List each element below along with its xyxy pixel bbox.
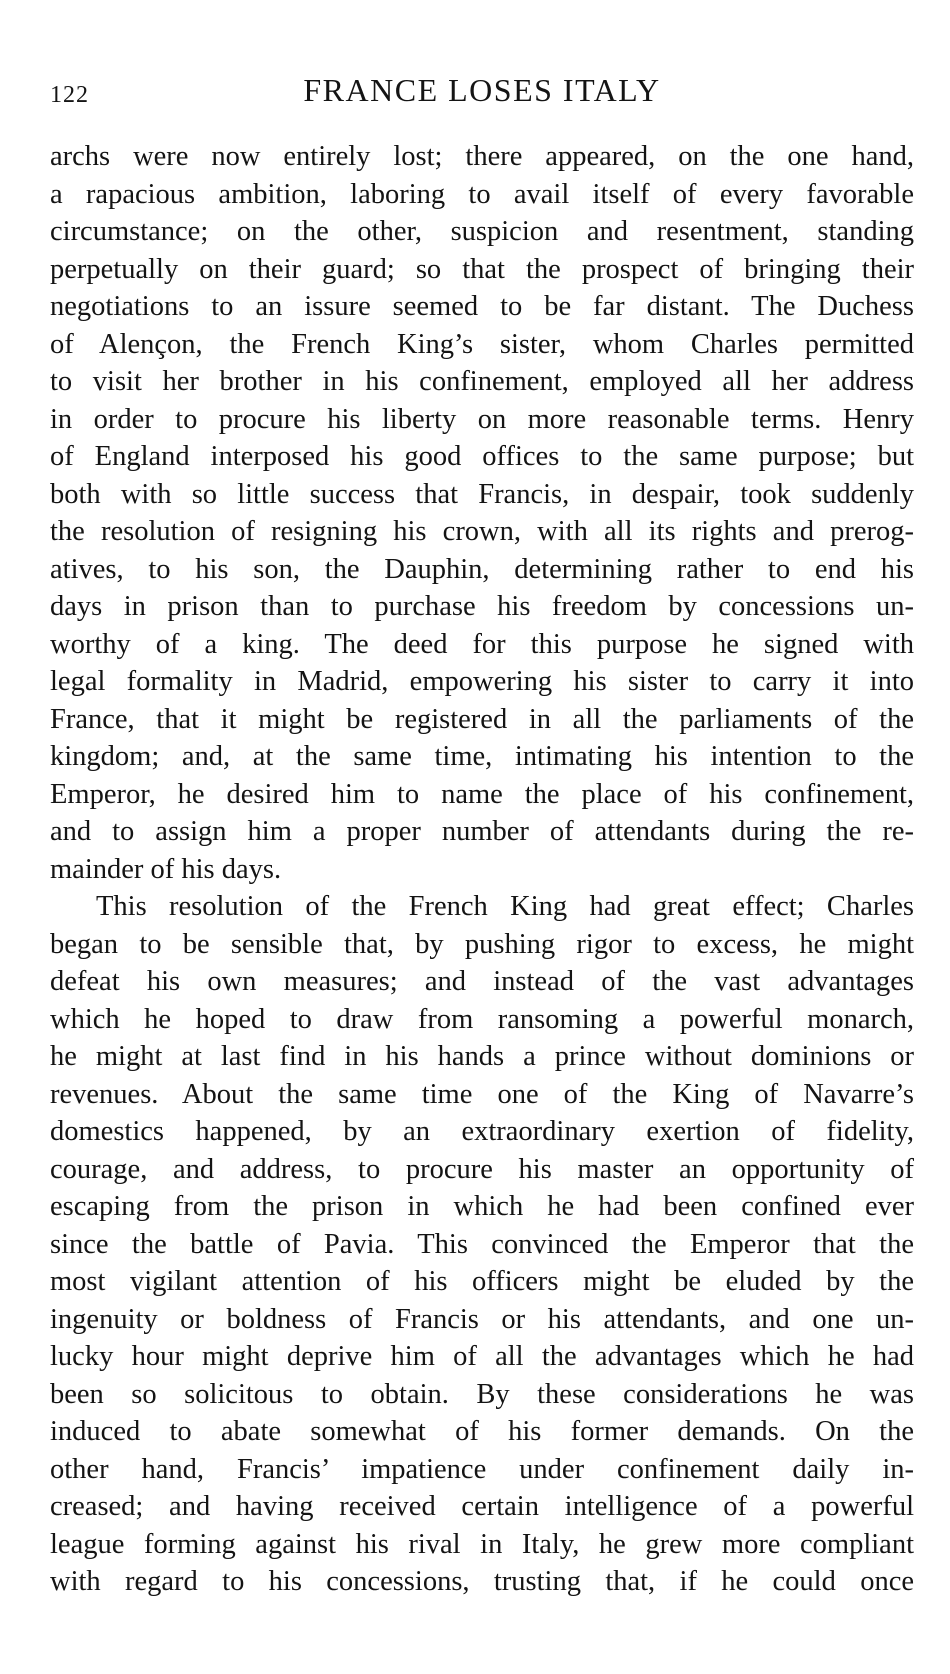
text-line: escaping from the prison in which he had been confined ever bbox=[50, 1191, 914, 1222]
text-line: defeat his own measures; and instead of the vast advantages bbox=[50, 966, 914, 997]
text-line: league forming against his rival in Italy, he grew more compliant bbox=[50, 1528, 914, 1560]
text-line: courage, and address, to procure his master an opportunity of bbox=[50, 1153, 914, 1185]
running-title: FRANCE LOSES ITALY bbox=[303, 72, 661, 108]
text-line: creased; and having received certain intelligence of a powerful bbox=[50, 1491, 914, 1522]
paragraph-2 bbox=[50, 888, 914, 1601]
text-line: of England interposed his good offices to the same purpose; but bbox=[50, 441, 914, 472]
text-line: ingenuity or boldness of Francis or his attendants, and one un- bbox=[50, 1303, 914, 1335]
text-line: archs were now entirely lost; there appeared, on the one hand, bbox=[50, 141, 914, 172]
text-line: both with so little success that Francis, in despair, took suddenly bbox=[50, 478, 914, 510]
text-line: to visit her brother in his confinement, employed all her address bbox=[50, 366, 914, 397]
page-number: 122 bbox=[50, 82, 89, 108]
text-line: circumstance; on the other, suspicion and resentment, standing bbox=[50, 216, 914, 247]
text-line: and to assign him a proper number of attendants during the re- bbox=[50, 816, 914, 847]
text-line: a rapacious ambition, laboring to avail itself of every favorable bbox=[50, 178, 914, 210]
text-line: which he hoped to draw from ransoming a powerful monarch, bbox=[50, 1003, 914, 1035]
body-text bbox=[50, 138, 914, 1601]
text-line: kingdom; and, at the same time, intimating his intention to the bbox=[50, 741, 914, 772]
text-line: domestics happened, by an extraordinary exertion of fidelity, bbox=[50, 1116, 914, 1147]
text-line: legal formality in Madrid, empowering his sister to carry it into bbox=[50, 666, 914, 697]
text-line: of Alençon, the French King’s sister, whom Charles permitted bbox=[50, 328, 914, 360]
running-head bbox=[50, 72, 914, 116]
text-line: since the battle of Pavia. This convinced the Emperor that the bbox=[50, 1228, 914, 1260]
text-line: induced to abate somewhat of his former demands. On the bbox=[50, 1416, 914, 1447]
text-line: worthy of a king. The deed for this purpose he signed with bbox=[50, 628, 914, 660]
text-line: lucky hour might deprive him of all the advantages which he had bbox=[50, 1341, 914, 1372]
text-line: days in prison than to purchase his freedom by concessions un- bbox=[50, 591, 914, 622]
text-line: in order to procure his liberty on more reasonable terms. Henry bbox=[50, 403, 914, 435]
paragraph-1 bbox=[50, 138, 914, 888]
text-line: negotiations to an issure seemed to be far distant. The Duchess bbox=[50, 291, 914, 322]
text-line: other hand, Francis’ impatience under confinement daily in- bbox=[50, 1453, 914, 1485]
text-line: began to be sensible that, by pushing rigor to excess, he might bbox=[50, 928, 914, 960]
text-line: atives, to his son, the Dauphin, determining rather to end his bbox=[50, 553, 914, 585]
text-line: the resolution of resigning his crown, with all its rights and prerog- bbox=[50, 516, 914, 547]
text-line: This resolution of the French King had great effect; Charles bbox=[96, 891, 914, 922]
text-line: mainder of his days. bbox=[50, 853, 282, 885]
text-line: France, that it might be registered in all the parliaments of the bbox=[50, 703, 914, 735]
text-line: revenues. About the same time one of the King of Navarre’s bbox=[50, 1078, 914, 1110]
text-line: with regard to his concessions, trusting that, if he could once bbox=[50, 1566, 914, 1597]
text-line: most vigilant attention of his officers might be eluded by the bbox=[50, 1266, 914, 1297]
text-line: he might at last find in his hands a prince without dominions or bbox=[50, 1041, 914, 1072]
text-line: been so solicitous to obtain. By these considerations he was bbox=[50, 1378, 914, 1410]
text-line: perpetually on their guard; so that the prospect of bringing their bbox=[50, 253, 914, 285]
text-line: Emperor, he desired him to name the place of his confinement, bbox=[50, 778, 914, 810]
